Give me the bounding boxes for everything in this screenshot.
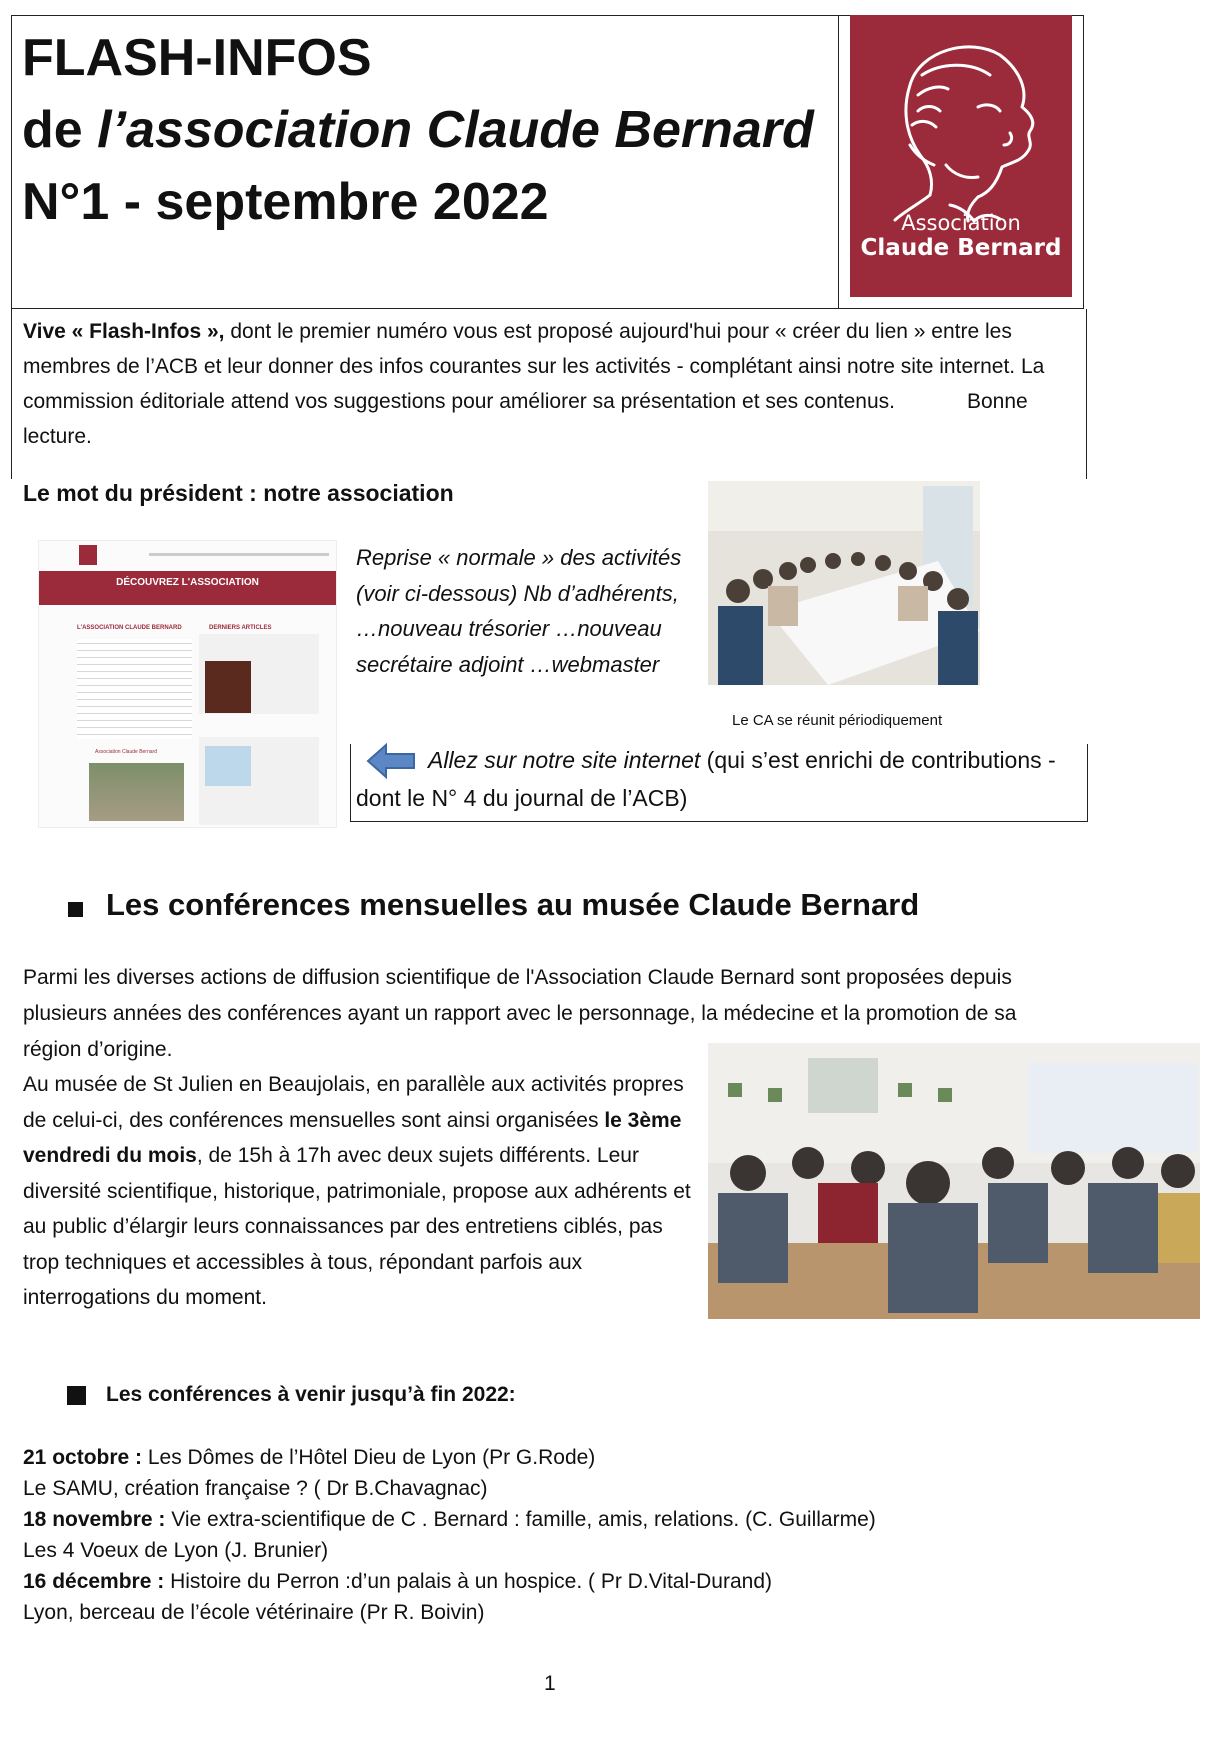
logo-bottom-bar bbox=[850, 285, 1072, 297]
intro-sign-off: Bonne lecture. bbox=[23, 390, 1028, 448]
schedule-entry: Les 4 Voeux de Lyon (J. Brunier) bbox=[23, 1539, 329, 1562]
site-house-thumb bbox=[89, 763, 184, 821]
logo-text-line-1: Association bbox=[901, 211, 1021, 235]
schedule-entry: Le SAMU, création française ? ( Dr B.Chavagnac) bbox=[23, 1477, 488, 1500]
conference-audience-photo bbox=[708, 1043, 1200, 1319]
president-message: Reprise « normale » des activités (voir ci-dessous) Nb d’adhérents, …nouveau trésorier …nouveau secrétaire adjoint …webmaster bbox=[356, 545, 682, 677]
page-number: 1 bbox=[544, 1672, 556, 1695]
site-nav-placeholder bbox=[149, 553, 329, 556]
president-heading: Le mot du président : notre association bbox=[23, 480, 454, 506]
schedule-entry: Lyon, berceau de l’école vétérinaire (Pr R. Boivin) bbox=[23, 1601, 485, 1624]
intro-paragraph: Vive « Flash-Infos », dont le premier numéro vous est proposé aujourd'hui pour « créer du lien » entre les membres de l’ACB et leur donner des infos courantes sur les activités - complétant ainsi notre site internet. La commission éditoriale attend vos suggestions pour améliorer sa présentation et ses contenus. Bonne lecture. bbox=[23, 320, 1045, 448]
logo-text-line-2: Claude Bernard bbox=[860, 235, 1062, 261]
header-divider bbox=[838, 15, 839, 309]
site-diagram-thumb bbox=[205, 746, 251, 786]
title-line-3: N°1 - septembre 2022 bbox=[22, 173, 549, 231]
site-portrait-thumb bbox=[205, 661, 251, 713]
site-logo-icon bbox=[79, 545, 97, 565]
website-screenshot bbox=[38, 540, 337, 828]
conferences-intro: Parmi les diverses actions de diffusion scientifique de l'Association Claude Bernard sont proposées depuis plusieurs années des conférences ayant un rapport avec le personnage, la médecine et la promotion de sa région d’origine. bbox=[23, 966, 1017, 1061]
site-banner: DÉCOUVREZ L'ASSOCIATION bbox=[39, 571, 336, 605]
title-line-2: de l’association Claude Bernard bbox=[22, 101, 814, 159]
square-bullet-icon bbox=[68, 902, 83, 917]
site-col2-heading: DERNIERS ARTICLES bbox=[209, 625, 272, 631]
square-bullet-icon bbox=[67, 1386, 86, 1405]
site-logo-caption: Association Claude Bernard bbox=[95, 749, 157, 755]
website-link-text[interactable]: Allez sur notre site internet (qui s’est enrichi de contributions - dont le N° 4 du journal de l’ACB) bbox=[356, 747, 1056, 811]
newsletter-title bbox=[22, 22, 814, 238]
board-photo-caption: Le CA se réunit périodiquement bbox=[732, 712, 943, 729]
schedule-entry: 16 décembre : Histoire du Perron :d’un palais à un hospice. ( Pr D.Vital-Durand) bbox=[23, 1570, 772, 1593]
association-logo bbox=[850, 15, 1072, 297]
schedule-entry: 18 novembre : Vie extra-scientifique de C . Bernard : famille, amis, relations. (C. Guillarme) bbox=[23, 1508, 876, 1531]
upcoming-heading: Les conférences à venir jusqu’à fin 2022: bbox=[106, 1383, 516, 1406]
title-line-1: FLASH-INFOS bbox=[22, 29, 372, 87]
conferences-heading: Les conférences mensuelles au musée Claude Bernard bbox=[106, 887, 920, 922]
schedule-entry: 21 octobre : Les Dômes de l’Hôtel Dieu de Lyon (Pr G.Rode) bbox=[23, 1446, 596, 1469]
site-col1-heading: L'ASSOCIATION CLAUDE BERNARD bbox=[77, 625, 182, 631]
site-text-lines bbox=[77, 639, 192, 739]
board-meeting-photo bbox=[708, 481, 980, 685]
conference-schedule bbox=[23, 1442, 1123, 1628]
conferences-details: Au musée de St Julien en Beaujolais, en parallèle aux activités propres de celui-ci, des conférences mensuelles sont ainsi organisées le 3ème vendredi du mois, de 15h à 17h avec deux sujets différents. Leur diversité scientifique, historique, patrimoniale, propose aux adhérents et au public d’élargir leurs connaissances par des entretiens ciblés, pas trop techniques et accessibles à tous, répondant parfois aux interrogations du moment. bbox=[23, 1073, 691, 1309]
